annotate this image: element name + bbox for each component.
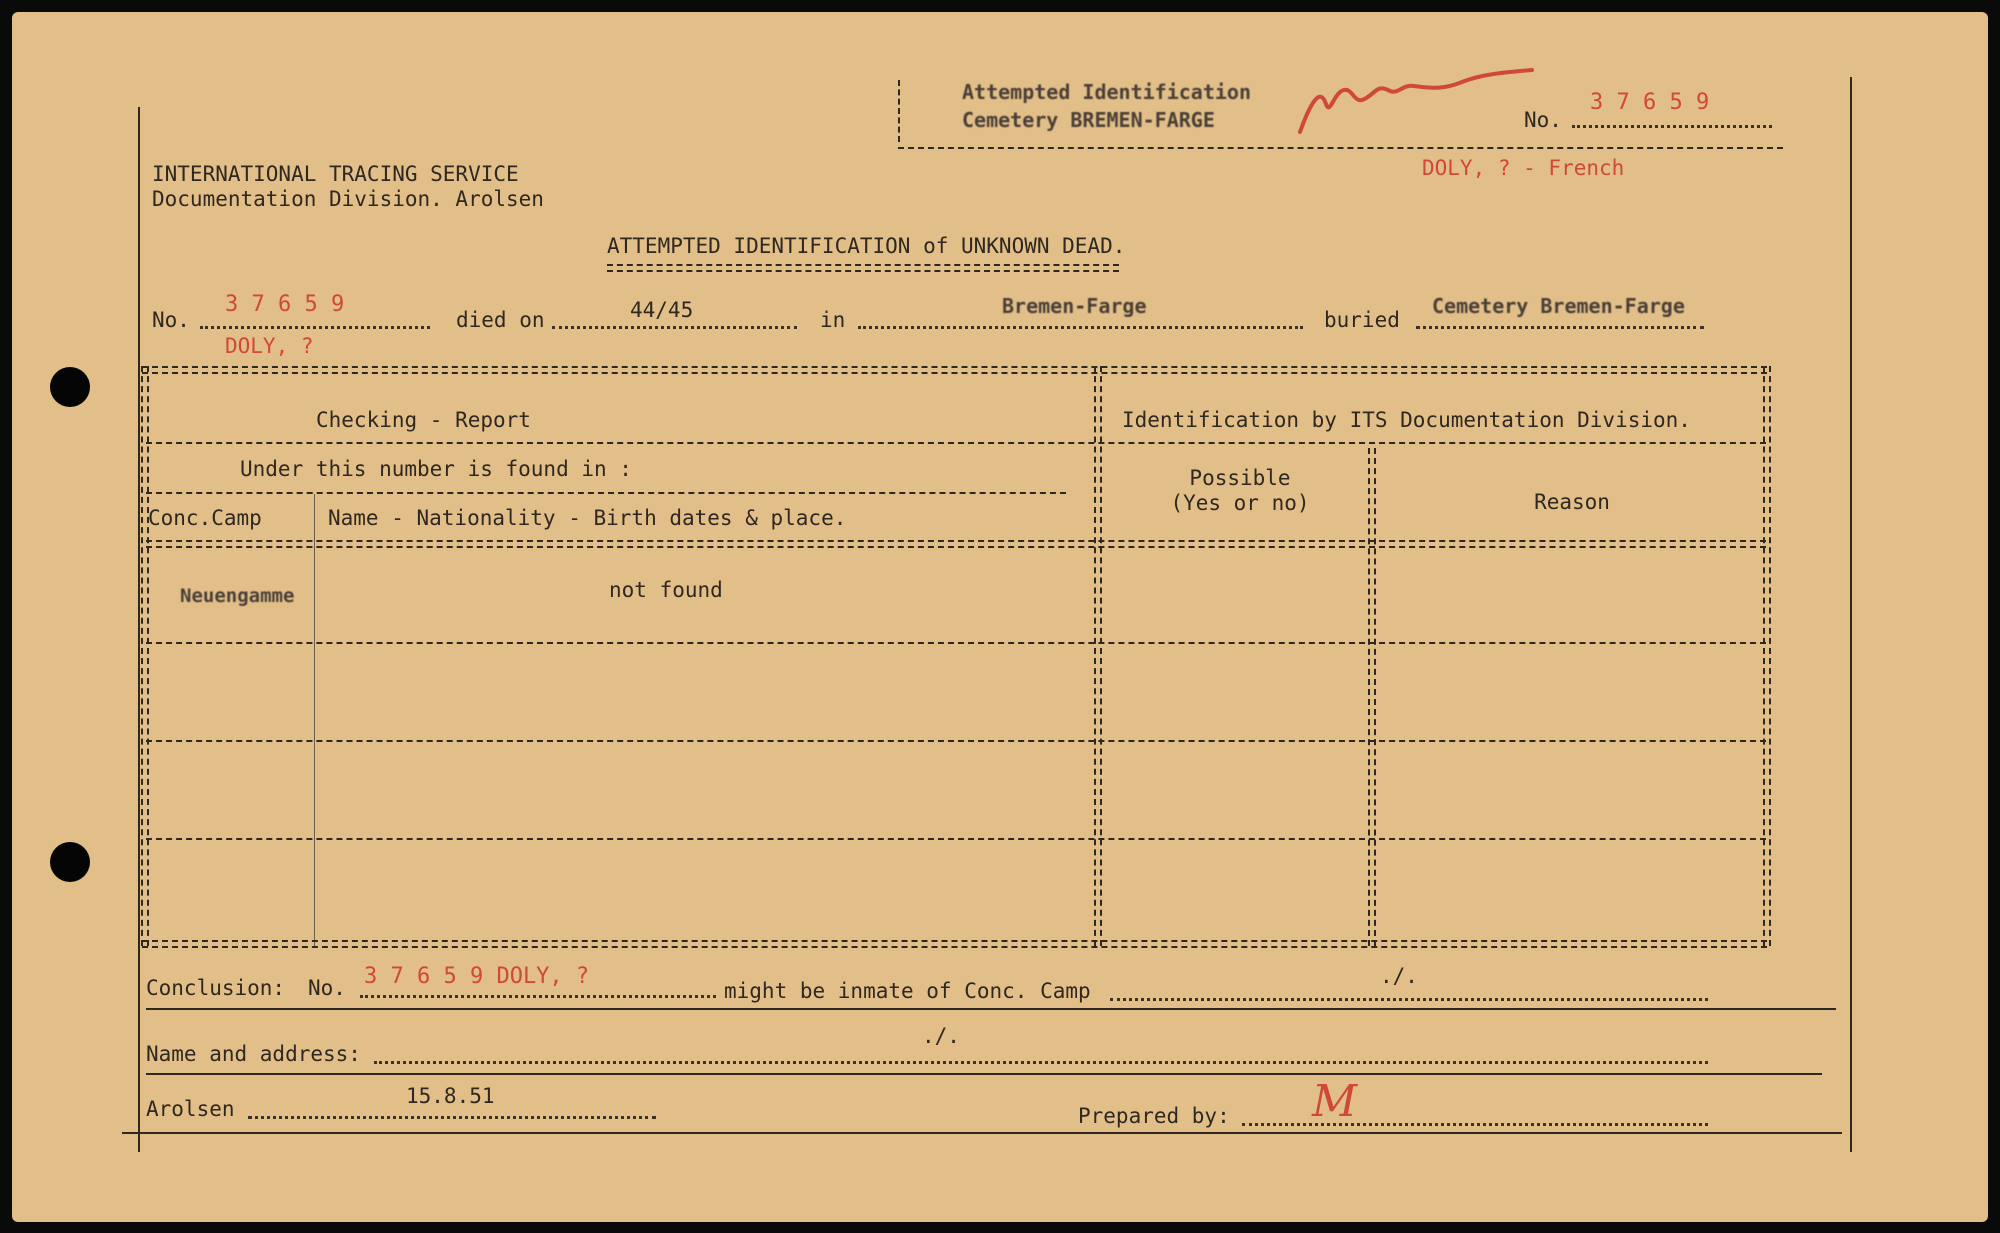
table-left-border [141, 366, 149, 946]
row1-rule [146, 642, 1766, 644]
row1-camp: Neuengamme [180, 585, 295, 607]
died-on-dots [552, 326, 797, 329]
handwritten-none-note [1292, 64, 1552, 144]
title-underline [607, 264, 1119, 272]
header-box-bottom-rule [898, 147, 1783, 149]
header-box-left-edge [898, 80, 900, 142]
table-header-rule [146, 442, 1766, 444]
conclusion-no-label: No. [308, 976, 346, 1000]
place-label: Arolsen [146, 1097, 235, 1121]
column-possible-line2: (Yes or no) [1170, 491, 1310, 515]
conclusion-label: Conclusion: [146, 976, 286, 1000]
buried-dots [1416, 326, 1704, 329]
row1-name: not found [609, 578, 723, 602]
inmate-text: might be inmate of Conc. Camp [724, 979, 1091, 1003]
header-no-value: 3 7 6 5 9 [1590, 90, 1710, 115]
died-on-value: 44/45 [630, 298, 694, 322]
table-right-border [1763, 366, 1771, 946]
in-label: in [820, 308, 846, 332]
under-number-rule [146, 492, 1066, 494]
preparer-initials: M [1312, 1076, 1358, 1127]
record-no-dots [200, 326, 430, 329]
died-on-label: died on [456, 308, 545, 332]
table-middle-divider [1094, 366, 1102, 946]
conclusion-no-dots [360, 995, 716, 998]
checking-report-heading: Checking - Report [316, 408, 531, 432]
name-address-rule [146, 1073, 1822, 1075]
place-date-dots [248, 1116, 656, 1119]
record-no-value: 3 7 6 5 9 [225, 292, 345, 317]
frame-left [138, 107, 140, 1152]
organization-name: INTERNATIONAL TRACING SERVICE [152, 162, 519, 186]
column-reason: Reason [1534, 490, 1610, 514]
header-name-nationality: DOLY, ? - French [1422, 156, 1625, 180]
conclusion-camp-value: ./. [1380, 964, 1418, 988]
row3-rule [146, 838, 1766, 840]
punch-hole-bottom [50, 842, 90, 882]
date-value: 15.8.51 [406, 1084, 495, 1108]
column-conc-camp: Conc.Camp [148, 506, 262, 530]
index-card [12, 12, 1988, 1222]
record-name: DOLY, ? [225, 334, 314, 358]
conclusion-camp-dots [1110, 998, 1708, 1001]
conclusion-no-value: 3 7 6 5 9 DOLY, ? [364, 964, 590, 989]
header-no-label: No. [1524, 108, 1562, 132]
name-address-label: Name and address: [146, 1042, 361, 1066]
table-possible-reason-divider [1368, 448, 1376, 946]
frame-bottom [122, 1132, 1842, 1134]
in-place-value: Bremen-Farge [1002, 294, 1147, 318]
under-number-label: Under this number is found in : [240, 457, 632, 481]
table-camp-name-divider [314, 494, 315, 946]
buried-place-value: Cemetery Bremen-Farge [1432, 294, 1685, 318]
column-name-nationality: Name - Nationality - Birth dates & place. [328, 506, 847, 530]
identification-heading: Identification by ITS Documentation Division. [1122, 408, 1691, 432]
punch-hole-top [50, 367, 90, 407]
record-no-label: No. [152, 308, 190, 332]
name-address-dots [374, 1061, 1708, 1064]
row2-rule [146, 740, 1766, 742]
column-possible-line1: Possible [1189, 466, 1291, 490]
header-stamp-line1: Attempted Identification [962, 80, 1251, 104]
name-address-value: ./. [922, 1024, 960, 1048]
prepared-by-label: Prepared by: [1078, 1104, 1230, 1128]
header-no-dots [1572, 125, 1772, 128]
frame-right [1850, 77, 1852, 1152]
table-top-border [142, 366, 1767, 374]
table-bottom-border [142, 940, 1767, 948]
conclusion-rule [146, 1008, 1836, 1010]
header-stamp-line2: Cemetery BREMEN-FARGE [962, 108, 1215, 132]
page-title: ATTEMPTED IDENTIFICATION of UNKNOWN DEAD. [607, 234, 1126, 258]
in-dots [858, 326, 1303, 329]
column-header-rule [146, 540, 1766, 548]
organization-division: Documentation Division. Arolsen [152, 187, 544, 211]
buried-label: buried [1324, 308, 1400, 332]
